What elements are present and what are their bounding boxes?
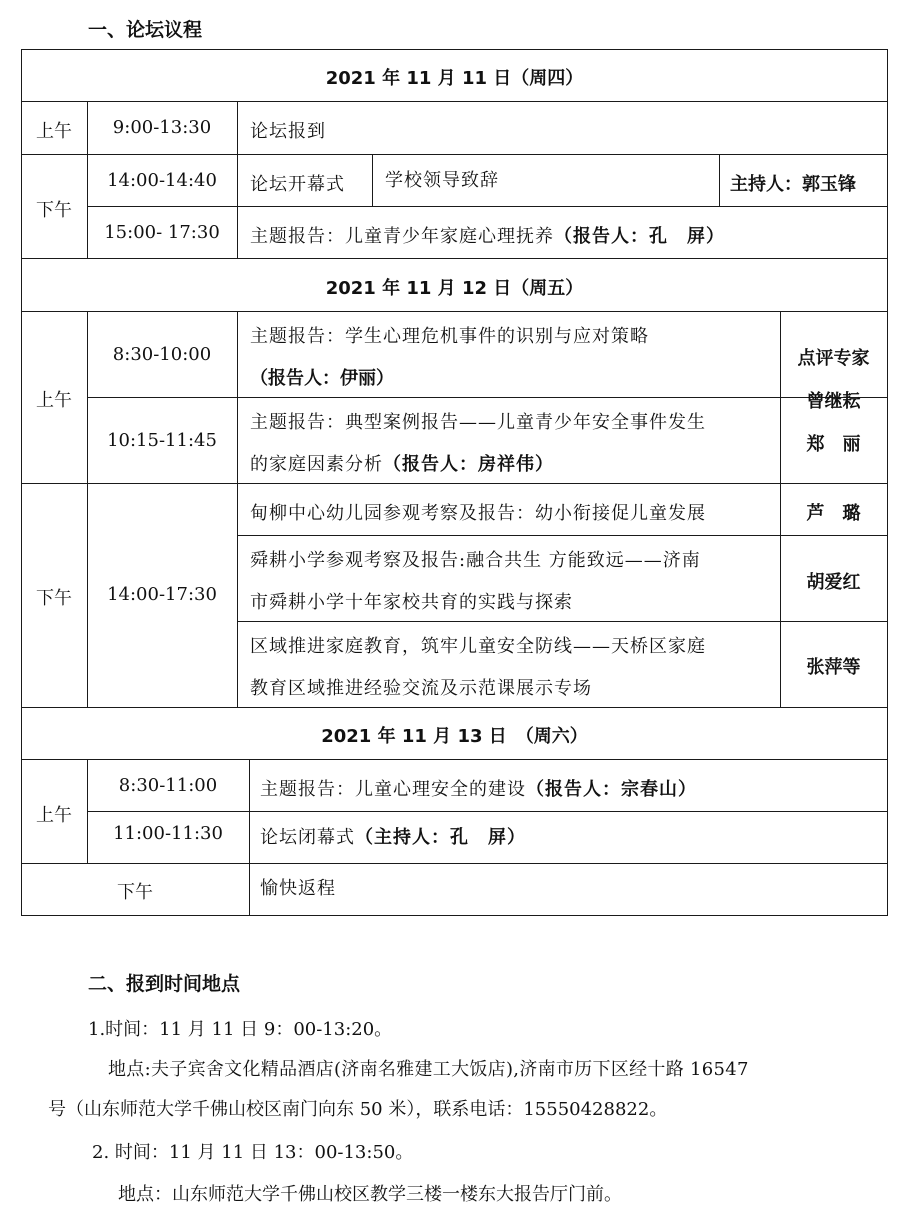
item1-time: 1.时间：11 月 11 日 9：00-13:20。 <box>88 1019 393 1040</box>
day2-reviewer-title: 点评专家 <box>797 348 870 369</box>
day2-am2-topic-tail: 的家庭因素分析 <box>250 454 383 475</box>
day2-am-label: 上午 <box>36 390 72 411</box>
day3-am2-time: 11:00-11:30 <box>113 823 223 844</box>
day2-pm3-item-line1: 区域推进家庭教育，筑牢儿童安全防线——天桥区家庭 <box>250 636 706 657</box>
day3-am-label: 上午 <box>36 805 72 826</box>
day3-am2-host: （主持人：孔 屏） <box>355 827 526 848</box>
day2-am2-item-line1: 主题报告：典型案例报告——儿童青少年安全事件发生 <box>250 412 706 433</box>
day3-am1-topic: 主题报告：儿童心理安全的建设 <box>260 779 526 800</box>
day1-am-label: 上午 <box>36 121 72 142</box>
day3-am2-item <box>260 823 526 849</box>
day2-am2-reporter: （报告人：房祥伟） <box>383 454 554 475</box>
day2-pm2-person: 胡爱红 <box>806 572 861 593</box>
day2-pm-time: 14:00-17:30 <box>107 584 217 605</box>
day1-pm2-item <box>250 222 725 248</box>
section-2-title: 二、报到时间地点 <box>88 973 241 995</box>
day2-pm3-item-line2: 教育区域推进经验交流及示范课展示专场 <box>250 678 592 699</box>
day2-am1-item-line2: （报告人：伊丽） <box>250 368 394 389</box>
day1-pm1-item: 论坛开幕式 <box>250 174 345 195</box>
day2-am2-item-line2 <box>250 450 554 476</box>
day2-pm1-item: 甸柳中心幼儿园参观考察及报告：幼小衔接促儿童发展 <box>250 503 706 524</box>
day3-header: 2021 年 11 月 13 日 （周六） <box>321 726 588 747</box>
day1-pm2-reporter: （报告人：孔 屏） <box>554 226 725 247</box>
day2-reviewer-2: 郑 丽 <box>806 434 861 455</box>
day1-pm-label: 下午 <box>36 200 72 221</box>
day2-pm-label: 下午 <box>36 588 72 609</box>
day2-pm3-person: 张萍等 <box>806 657 861 678</box>
day1-pm2-time: 15:00- 17:30 <box>104 222 220 243</box>
day1-pm1-host: 主持人：郭玉锋 <box>730 174 856 195</box>
day2-am1-item-line1: 主题报告：学生心理危机事件的识别与应对策略 <box>250 326 649 347</box>
day3-am2-topic: 论坛闭幕式 <box>260 827 355 848</box>
day1-header: 2021 年 11 月 11 日（周四） <box>325 68 584 89</box>
day3-am1-item <box>260 775 697 801</box>
day2-am1-time: 8:30-10:00 <box>112 344 212 365</box>
day2-pm1-person: 芦 璐 <box>806 503 861 524</box>
day1-am-time: 9:00-13:30 <box>112 117 212 138</box>
day3-pm-item: 愉快返程 <box>260 878 336 899</box>
day2-reviewer-1: 曾继耘 <box>806 391 861 412</box>
day3-am1-time: 8:30-11:00 <box>118 775 218 796</box>
item2-time: 2. 时间：11 月 11 日 13：00-13:50。 <box>92 1142 414 1163</box>
day1-am-item: 论坛报到 <box>250 121 326 142</box>
day2-pm2-item-line1: 舜耕小学参观考察及报告:融合共生 方能致远——济南 <box>250 550 701 571</box>
item2-place: 地点：山东师范大学千佛山校区教学三楼一楼东大报告厅门前。 <box>118 1184 622 1205</box>
day2-pm2-item-line2: 市舜耕小学十年家校共育的实践与探索 <box>250 592 573 613</box>
day2-header: 2021 年 11 月 12 日（周五） <box>325 278 584 299</box>
day2-am2-time: 10:15-11:45 <box>107 430 217 451</box>
section-1-title: 一、论坛议程 <box>88 19 203 41</box>
day3-am1-reporter: （报告人：宗春山） <box>526 779 697 800</box>
day1-pm2-topic: 主题报告：儿童青少年家庭心理抚养 <box>250 226 554 247</box>
item1-place-line1: 地点:夫子宾舍文化精品酒店(济南名雅建工大饭店),济南市历下区经十路 16547 <box>108 1059 749 1080</box>
item1-place-line2: 号（山东师范大学千佛山校区南门向东 50 米），联系电话：15550428822。 <box>48 1099 668 1120</box>
day3-pm-label: 下午 <box>117 882 153 903</box>
day1-pm1-time: 14:00-14:40 <box>107 170 217 191</box>
day1-pm1-detail: 学校领导致辞 <box>385 170 499 191</box>
